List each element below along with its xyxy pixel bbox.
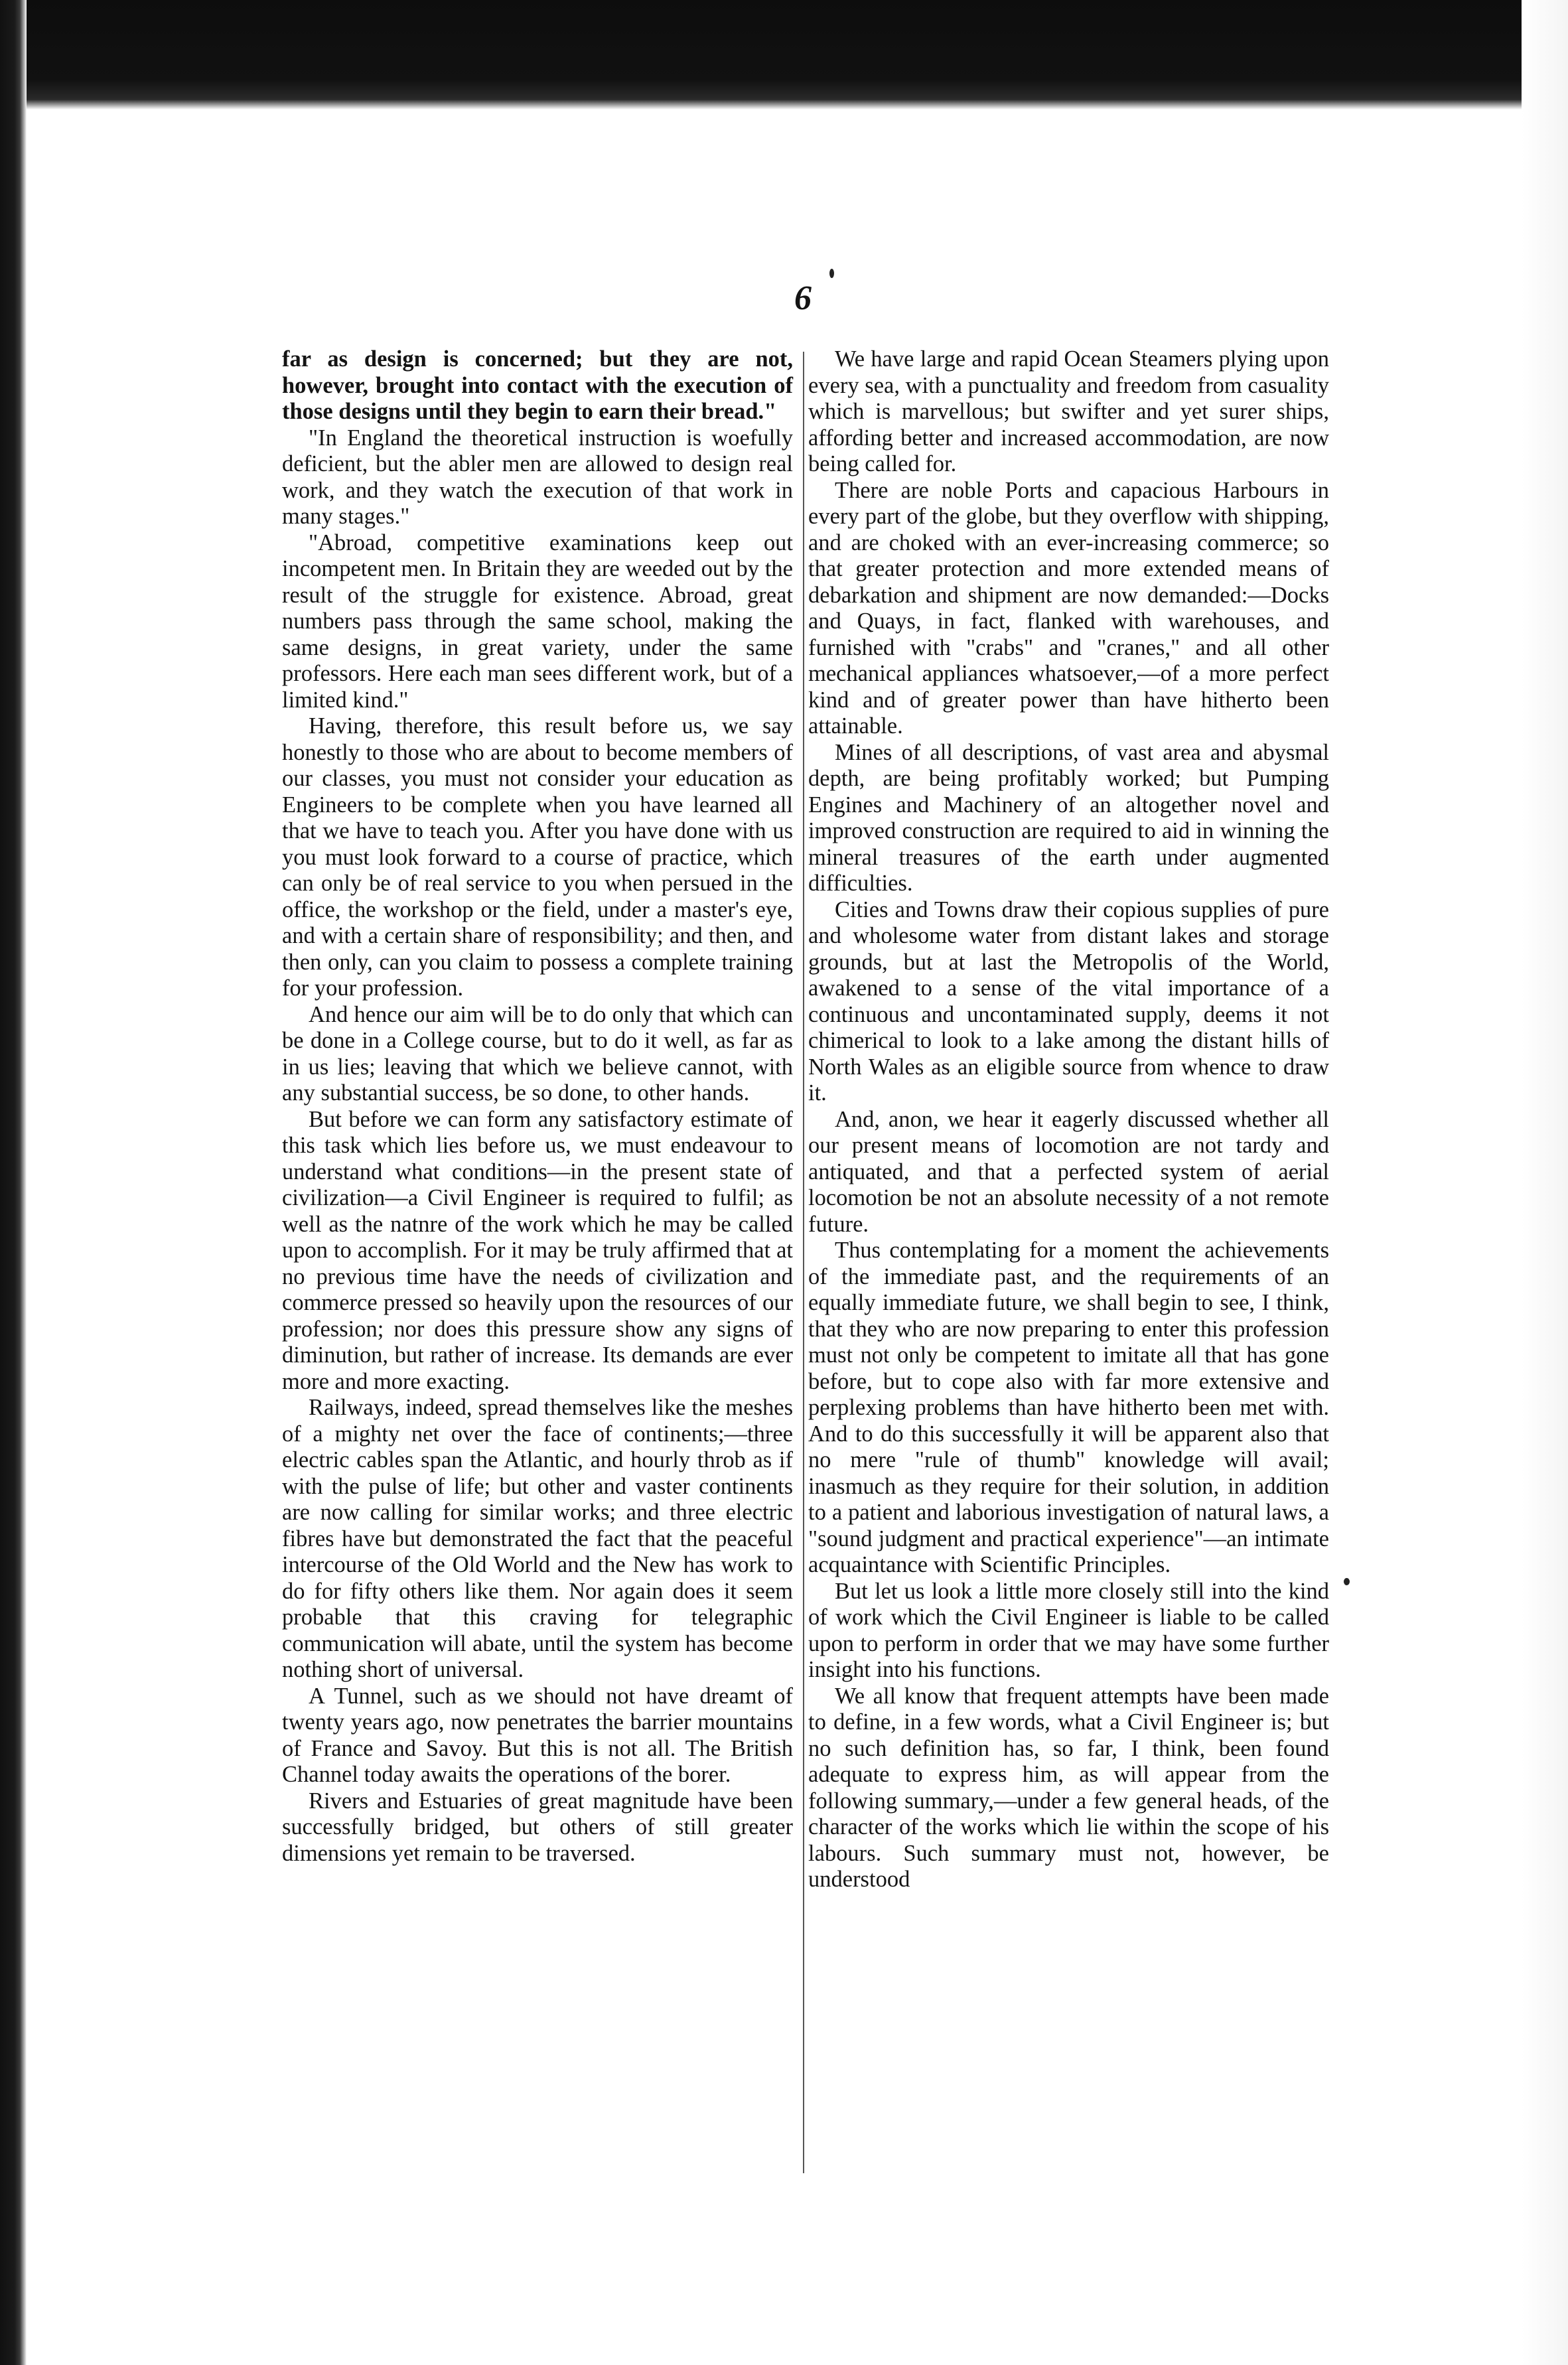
column-divider (803, 352, 804, 2173)
paragraph: "In England the theoretical instruction is woefully deficient, but the abler men are allowed to design real work, and they watch the execution of that work in many stages." (282, 425, 793, 529)
paragraph: Thus contemplating for a moment the achievements of the immediate past, and the requirements of an equally immediate future, we shall begin to see, I think, that they who are now preparing to enter this profession must not only be competent to imitate all that has gone before, but to cope also with far more extensive and perplexing problems than have hitherto been met with. And to do this successfully it will be apparent also that no mere "rule of thumb" knowledge will avail; inasmuch as they require for their solution, in addition to a patient and laborious investigation of natural laws, a "sound judgment and practical experience"—an intimate acquaintance with Scientific Principles. (808, 1238, 1329, 1577)
paragraph: But let us look a little more closely still into the kind of work which the Civil Engineer is liable to be called upon to perform in order that we may have some further insight into his functions. (808, 1578, 1329, 1682)
right-text-column (808, 346, 1329, 1893)
scan-dark-border-top (0, 0, 1568, 109)
paragraph: We have large and rapid Ocean Steamers plying upon every sea, with a punctuality and freedom from casuality which is marvellous; but swifter and yet surer ships, affording better and increased accommodation, are now being called for. (808, 346, 1329, 476)
paragraph: Having, therefore, this result before us, we say honestly to those who are about to become members of our classes, you must not consider your education as Engineers to be complete when you have learned all that we have to teach you. After you have done with us you must look forward to a course of practice, which can only be of real service to you when persued in the office, the workshop or the field, under a master's eye, and with a certain share of responsibility; and then, and then only, can you claim to possess a complete training for your profession. (282, 713, 793, 1001)
scan-page-edge-right (1522, 0, 1568, 2365)
paragraph: But before we can form any satisfactory estimate of this task which lies before us, we must endeavour to understand what conditions—in the present state of civilization—a Civil Engineer is required to fulfil; as well as the natnre of the work which he may be called upon to accomplish. For it may be truly affirmed that at no previous time have the needs of civilization and commerce pressed so heavily upon the resources of our profession; nor does this pressure show any signs of diminution, but rather of increase. Its demands are ever more and more exacting. (282, 1106, 793, 1394)
paragraph: Cities and Towns draw their copious supplies of pure and wholesome water from distant lakes and storage grounds, but at last the Metropolis of the World, awakened to a sense of the vital importance of a continuous and uncontaminated supply, deems it not chimerical to look to a lake among the distant hills of North Wales as an eligible source from whence to draw it. (808, 896, 1329, 1106)
paragraph: There are noble Ports and capacious Harbours in every part of the globe, but they overflow with shipping, and are choked with an ever-increasing commerce; so that greater protection and more extended means of debarkation and shipment are now demanded:—Docks and Quays, in fact, flanked with warehouses, and furnished with "crabs" and "cranes," and all other mechanical appliances whatsoever,—of a more perfect kind and of greater power than have hitherto been attainable. (808, 477, 1329, 739)
paragraph: Rivers and Estuaries of great magnitude have been successfully bridged, but others of still greater dimensions yet remain to be traversed. (282, 1788, 793, 1866)
paragraph: "Abroad, competitive examinations keep out incompetent men. In Britain they are weeded out by the result of the struggle for existence. Abroad, great numbers pass through the same school, making the same designs, in great variety, under the same professors. Here each man sees different work, but of a limited kind." (282, 530, 793, 713)
paragraph: Railways, indeed, spread themselves like the meshes of a mighty net over the face of continents;—three electric cables span the Atlantic, and hourly throb as if with the pulse of life; but other and vaster continents are now calling for similar works; and three electric fibres have but demonstrated the fact that the peaceful intercourse of the Old World and the New has work to do for fifty others like them. Nor again does it seem probable that this craving for telegraphic communication will abate, until the system has become nothing short of universal. (282, 1395, 793, 1682)
paragraph: And, anon, we hear it eagerly discussed whether all our present means of locomotion are not tardy and antiquated, and that a perfected system of aerial locomotion be not an absolute necessity of a not remote future. (808, 1106, 1329, 1237)
scan-dark-border-left (0, 0, 27, 2365)
paragraph: Mines of all descriptions, of vast area and abysmal depth, are being profitably worked; but Pumping Engines and Machinery of an altogether novel and improved construction are required to aid in winning the mineral treasures of the earth under augmented difficulties. (808, 739, 1329, 896)
page-number: 6 (794, 279, 812, 317)
paragraph: far as design is concerned; but they are not, however, brought into contact with the execution of those designs until they begin to earn their bread." (282, 346, 793, 424)
left-text-column (282, 346, 793, 1867)
paragraph: A Tunnel, such as we should not have dreamt of twenty years ago, now penetrates the barrier mountains of France and Savoy. But this is not all. The British Channel today awaits the operations of the borer. (282, 1683, 793, 1787)
scan-blemish (1344, 1578, 1350, 1585)
scan-blemish (829, 269, 834, 278)
paragraph: And hence our aim will be to do only that which can be done in a College course, but to do it well, as far as in us lies; leaving that which we believe cannot, with any substantial success, be so done, to other hands. (282, 1001, 793, 1106)
paragraph: We all know that frequent attempts have been made to define, in a few words, what a Civil Engineer is; but no such definition has, so far, I think, been found adequate to express him, as will appear from the following summary,—under a few general heads, of the character of the works which lie within the scope of his labours. Such summary must not, however, be understood (808, 1683, 1329, 1892)
